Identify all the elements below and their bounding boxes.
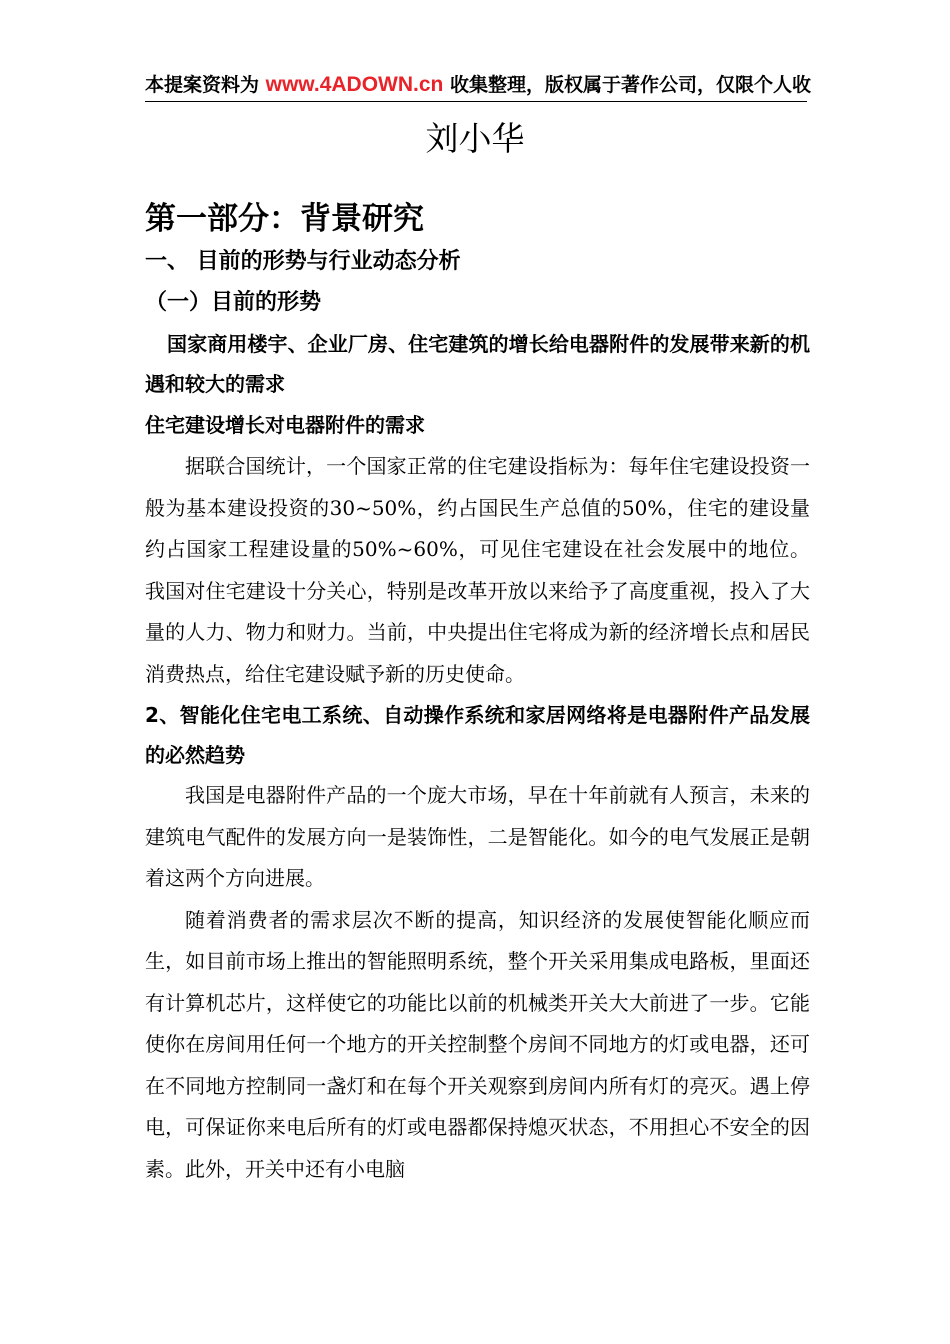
subsection-heading: （一）目前的形势 [145, 290, 322, 315]
point1-heading: 住宅建设增长对电器附件的需求 [145, 413, 425, 437]
header-prefix: 本提案资料为 [145, 74, 260, 96]
part-heading: 第一部分：背景研究 [145, 201, 424, 237]
point2-body-paragraph-2: 随着消费者的需求层次不断的提高，知识经济的发展使智能化顺应而生，如目前市场上推出的智能照明系统，整个开关采用集成电路板，里面还有计算机芯片，这样使它的功能比以前的机械类开关大大前进了一步。它能使你在房间用任何一个地方的开关控制整个房间不同地方的灯或电器，还可在不同地方控制同一盏灯和在每个开关观察到房间内所有灯的亮灭。遇上停电，可保证你来电后所有的灯或电器都保持熄灭状态，不用担心不安全的因素。此外，开关中还有小电脑 [145, 907, 810, 1181]
point2-heading: 2、智能化住宅电工系统、自动操作系统和家居网络将是电器附件产品发展的必然趋势 [145, 703, 810, 767]
document-body [145, 196, 810, 1190]
header-site-link[interactable]: www.4ADOWN.cn [265, 73, 444, 96]
intro-paragraph: 国家商用楼宇、企业厂房、住宅建筑的增长给电器附件的发展带来新的机遇和较大的需求 [145, 332, 810, 396]
header-divider [145, 101, 807, 102]
section-heading: 一、 目前的形势与行业动态分析 [145, 249, 461, 274]
document-title: 刘小华 [425, 119, 525, 158]
page-header [145, 70, 950, 100]
point1-body: 据联合国统计，一个国家正常的住宅建设指标为：每年住宅建设投资一般为基本建设投资的30~50%，约占国民生产总值的50%，住宅的建设量约占国家工程建设量的50%~60%，可见住宅建设在社会发展中的地位。我国对住宅建设十分关心，特别是改革开放以来给予了高度重视，投入了大量的人力、物力和财力。当前，中央提出住宅将成为新的经济增长点和居民消费热点，给住宅建设赋予新的历史使命。 [145, 454, 810, 686]
point2-body-paragraph-1: 我国是电器附件产品的一个庞大市场，早在十年前就有人预言，未来的建筑电气配件的发展方向一是装饰性，二是智能化。如今的电气发展正是朝着这两个方向进展。 [145, 783, 810, 890]
header-suffix: 收集整理，版权属于著作公司，仅限个人收 [450, 74, 812, 96]
